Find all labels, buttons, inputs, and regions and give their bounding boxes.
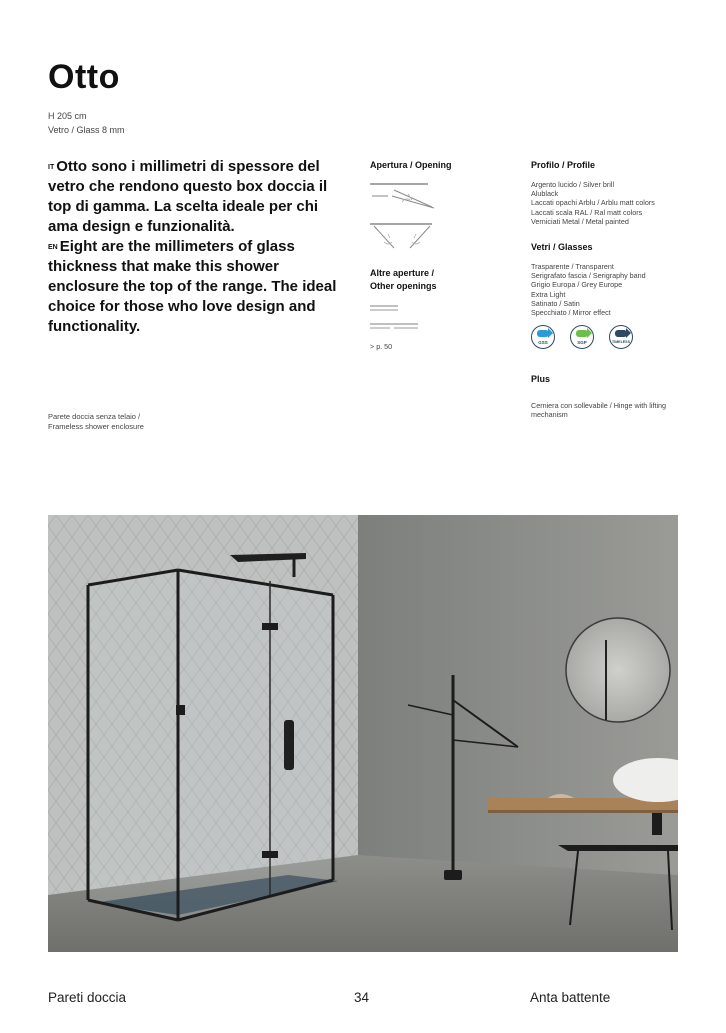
- profile-heading: Profilo / Profile: [531, 160, 596, 170]
- description-it-text: Otto sono i millimetri di spessore del vetro che rendono questo box doccia il top di gamma. La scelta ideale per chi ama design e funzionalità.: [48, 158, 328, 235]
- timeless-badge-icon: [609, 325, 633, 349]
- profile-item: Laccati scala RAL / Ral matt colors: [531, 207, 643, 217]
- arrow-icon: [537, 330, 549, 337]
- product-glass: Vetro / Glass 8 mm: [48, 125, 125, 135]
- arrow-icon: [576, 330, 588, 337]
- description-english: [48, 237, 348, 337]
- lang-tag-it: IT: [48, 164, 55, 171]
- glasses-list: [531, 262, 646, 317]
- opening-heading: Apertura / Opening: [370, 160, 452, 170]
- glass-item: Grigio Europa / Grey Europe: [531, 280, 623, 290]
- profile-item: Argento lucido / Silver brill: [531, 180, 615, 189]
- opening-diagram-double: [368, 220, 440, 252]
- profile-item: Verniciati Metal / Metal painted: [531, 216, 629, 226]
- description-italian: [48, 157, 348, 237]
- arrow-icon: [615, 330, 627, 337]
- other-openings-line: Altre aperture /: [370, 268, 435, 278]
- footer-chapter: Anta battente: [530, 990, 611, 1005]
- description-en-text: Eight are the millimeters of glass thickness that make this shower enclosure the top of the range. The ideal choice for those who love design and functionality.: [48, 238, 337, 335]
- plus-line: Cerniera con sollevabile / Hinge with lifting: [531, 401, 667, 410]
- other-openings-line: Other openings: [370, 281, 437, 291]
- badge-label: GSS: [538, 340, 548, 345]
- product-caption: [48, 412, 144, 432]
- glass-item: Satinato / Satin: [531, 298, 580, 308]
- glass-item: Serigrafato fascia / Serigraphy band: [531, 271, 646, 281]
- product-title: Otto: [48, 58, 120, 96]
- opening-diagram-single: [368, 180, 440, 212]
- glass-item: Extra Light: [531, 289, 566, 299]
- other-openings-heading: [370, 267, 437, 293]
- profile-item: Laccati opachi Arblu / Arblu matt colors: [531, 198, 655, 208]
- plus-heading: Plus: [531, 374, 551, 384]
- badge-label: SGP: [577, 340, 587, 345]
- glasses-heading: Vetri / Glasses: [531, 242, 593, 252]
- page-number: 34: [354, 990, 370, 1005]
- profile-item: Alublack: [531, 189, 559, 199]
- glass-item: Trasparente / Transparent: [531, 262, 614, 271]
- sgp-badge-icon: [570, 325, 594, 349]
- caption-line: Parete doccia senza telaio /: [48, 412, 141, 421]
- product-height: H 205 cm: [48, 111, 87, 121]
- caption-line: Frameless shower enclosure: [48, 422, 144, 431]
- badge-label: TIMELESS: [612, 340, 630, 344]
- other-openings-diagram: [368, 302, 428, 334]
- lang-tag-en: EN: [48, 244, 58, 251]
- profile-list: [531, 180, 655, 226]
- plus-line: mechanism: [531, 410, 568, 420]
- shower-enclosure-photo: [48, 515, 678, 952]
- plus-text: [531, 401, 666, 419]
- product-description: [48, 157, 348, 337]
- glass-item: Specchiato / Mirror effect: [531, 308, 611, 318]
- footer-section: Pareti doccia: [48, 990, 127, 1005]
- gss-badge-icon: [531, 325, 555, 349]
- page-reference: > p. 50: [370, 342, 393, 351]
